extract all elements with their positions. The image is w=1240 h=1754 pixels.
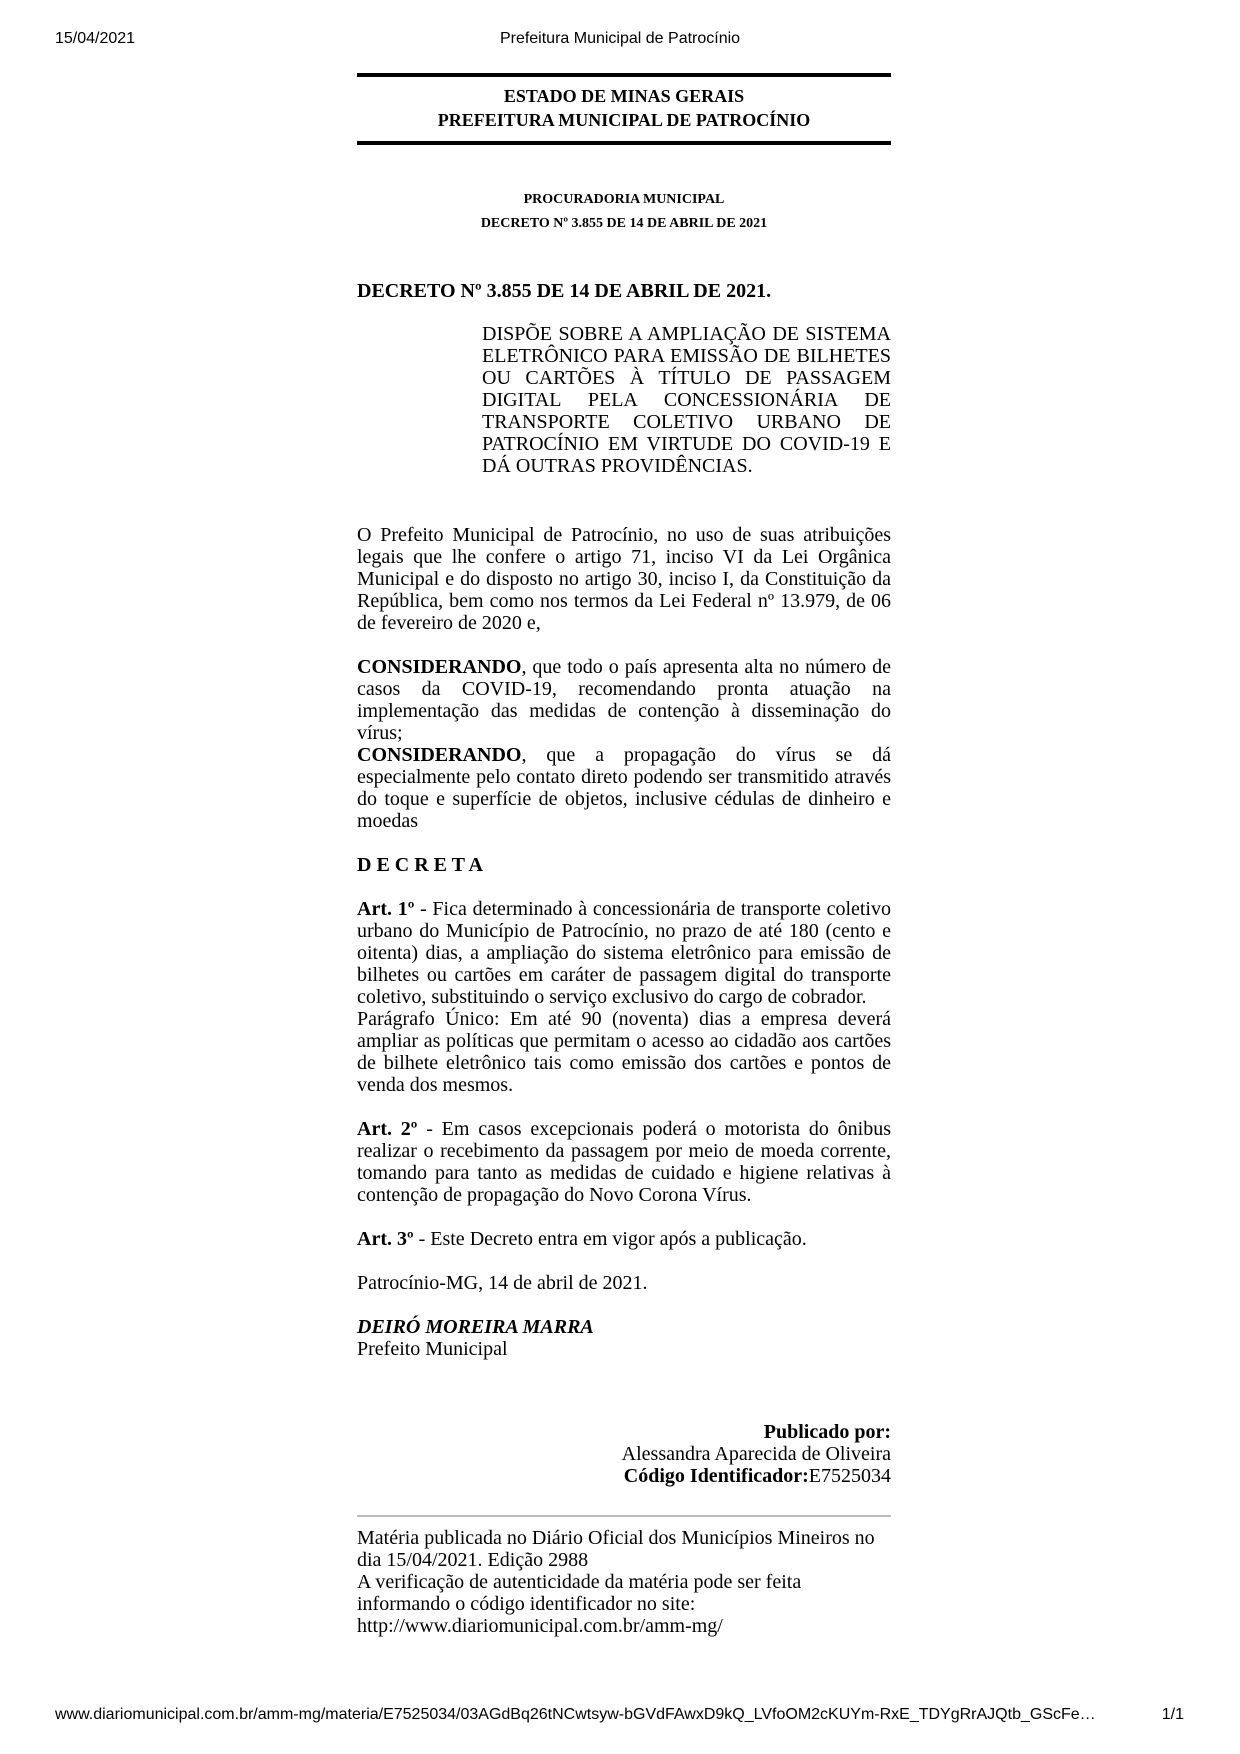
publisher-label: Publicado por:: [763, 1421, 891, 1443]
verification-url[interactable]: http://www.diariomunicipal.com.br/amm-mg/: [357, 1615, 723, 1637]
office-name: PROCURADORIA MUNICIPAL: [523, 192, 725, 207]
office-decree-ref: DECRETO Nº 3.855 DE 14 DE ABRIL DE 2021: [480, 216, 768, 231]
masthead-city-hall: PREFEITURA MUNICIPAL DE PATROCÍNIO: [437, 110, 811, 130]
considerando-2: CONSIDERANDO, que a propagação do vírus se dá especialmente pelo contato direto podendo ser transmitido através do toque e superfície de objetos, inclusive cédulas de dinheiro e moedas: [357, 744, 891, 832]
print-page-title: Prefeitura Municipal de Patrocínio: [499, 30, 741, 47]
office-heading: [357, 188, 891, 236]
publication-info: Matéria publicada no Diário Oficial dos Municípios Mineiros no dia 15/04/2021. Edição 2988: [357, 1527, 875, 1571]
decree-title: DECRETO Nº 3.855 DE 14 DE ABRIL DE 2021.: [357, 280, 772, 302]
considerando-label: CONSIDERANDO: [357, 656, 522, 678]
considerando-label: CONSIDERANDO: [357, 744, 522, 766]
decree-body: [357, 524, 891, 1360]
article-label: Art. 3º: [357, 1228, 414, 1250]
decree-ementa: DISPÕE SOBRE A AMPLIAÇÃO DE SISTEMA ELETRÔNICO PARA EMISSÃO DE BILHETES OU CARTÕES À TÍTULO DE PASSAGEM DIGITAL PELA CONCESSIONÁRIA DE TRANSPORTE COLETIVO URBANO DE PATROCÍNIO EM VIRTUDE DO COVID-19 E DÁ OUTRAS PROVIDÊNCIAS.: [482, 323, 891, 477]
masthead-state: ESTADO DE MINAS GERAIS: [503, 86, 745, 106]
publication-note: [357, 1527, 891, 1637]
article-label: Art. 1º: [357, 898, 415, 920]
preamble: O Prefeito Municipal de Patrocínio, no uso de suas atribuições legais que lhe confere o artigo 71, inciso VI da Lei Orgânica Municipal e do disposto no artigo 30, inciso I, da Constituição da República, bem como nos termos da Lei Federal nº 13.979, de 06 de fevereiro de 2020 e,: [357, 524, 891, 634]
article-2: Art. 2º - Em casos excepcionais poderá o motorista do ônibus realizar o recebimento da passagem por meio de moeda corrente, tomando para tanto as medidas de cuidado e higiene relativas à contenção de propagação do Novo Corona Vírus.: [357, 1118, 891, 1206]
decreta-heading: D E C R E T A: [357, 854, 483, 876]
print-url: www.diariomunicipal.com.br/amm-mg/materia/E7525034/03AGdBq26tNCwtsyw-bGVdFAwxD9kQ_LVfoOM2cKUYm-RxE_TDYgRrAJQtb_GScFe…: [55, 1706, 1096, 1723]
considerando-1: CONSIDERANDO, que todo o país apresenta alta no número de casos da COVID-19, recomendando pronta atuação na implementação das medidas de contenção à disseminação do vírus;: [357, 656, 891, 744]
print-page-count: 1/1: [1161, 1706, 1184, 1723]
browser-print-header: [0, 30, 1240, 54]
identifier-code: Código Identificador:E7525034: [623, 1465, 891, 1487]
verification-info: A verificação de autenticidade da matéria pode ser feita informando o código identificador no site:: [357, 1571, 802, 1615]
publisher-name: Alessandra Aparecida de Oliveira: [621, 1443, 891, 1465]
signature-name: DEIRÓ MOREIRA MARRA: [357, 1316, 594, 1338]
print-date: 15/04/2021: [55, 30, 136, 47]
publisher-block: [357, 1421, 891, 1487]
article-3: Art. 3º - Este Decreto entra em vigor após a publicação.: [357, 1228, 807, 1250]
article-1: Art. 1º - Fica determinado à concessionária de transporte coletivo urbano do Município de Patrocínio, no prazo de até 180 (cento e oitenta) dias, a ampliação do sistema eletrônico para emissão de bilhetes ou cartões em caráter de passagem digital do transporte coletivo, substituindo o serviço exclusivo do cargo de cobrador.: [357, 898, 891, 1008]
masthead: [357, 73, 891, 145]
signature-role: Prefeito Municipal: [357, 1338, 508, 1360]
place-date: Patrocínio-MG, 14 de abril de 2021.: [357, 1272, 648, 1294]
footer-divider: [357, 1515, 891, 1517]
paragrafo-unico: Parágrafo Único: Em até 90 (noventa) dias a empresa deverá ampliar as políticas que permitam o acesso ao cidadão aos cartões de bilhete eletrônico tais como emissão dos cartões e pontos de venda dos mesmos.: [357, 1008, 891, 1096]
article-label: Art. 2º: [357, 1118, 418, 1140]
